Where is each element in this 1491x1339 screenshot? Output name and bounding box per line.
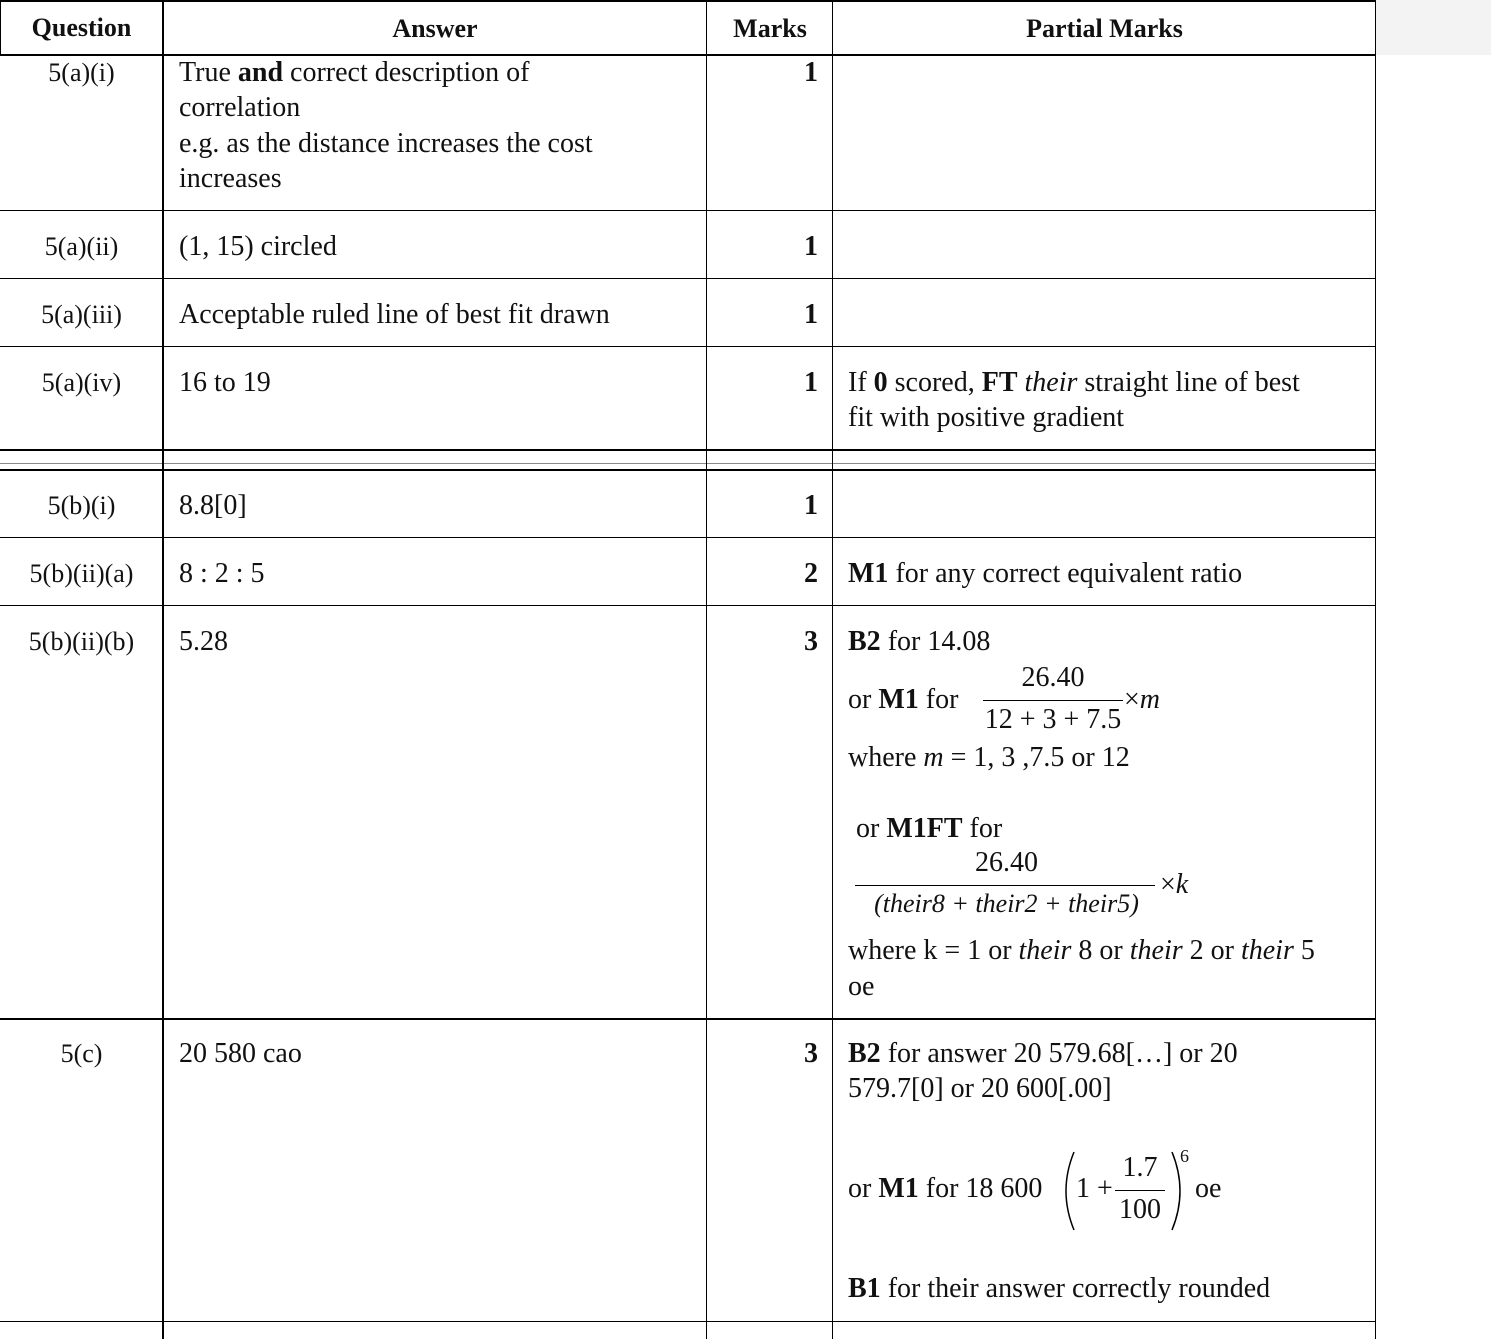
- page-break-line: [0, 463, 1376, 464]
- row-divider: [0, 1018, 1376, 1020]
- question-id: 5(b)(i): [47, 491, 116, 520]
- header-filler: [1376, 0, 1491, 55]
- row-divider: [0, 449, 1376, 451]
- header-marks: Marks: [733, 14, 807, 43]
- answer-text: (1, 15) circled: [179, 231, 337, 262]
- question-id: 5(b)(ii)(b): [28, 627, 135, 656]
- answer-text: 20 580 cao: [179, 1038, 302, 1069]
- partial-marks-text: If 0 scored, FT their straight line of best: [848, 367, 1300, 398]
- partial-marks-text: B2 for 14.08: [848, 626, 991, 657]
- answer-text: 8 : 2 : 5: [179, 558, 265, 589]
- partial-marks-text: or M1FT for: [856, 813, 1003, 844]
- fraction-expression: 26.40 (their8 + their2 + their5): [855, 847, 1158, 927]
- marks-value: 1: [804, 367, 818, 398]
- answer-text: 16 to 19: [179, 367, 271, 398]
- answer-text: 5.28: [179, 626, 228, 657]
- partial-marks-text: where k = 1 or their 8 or their 2 or their 5: [848, 935, 1315, 966]
- partial-marks-text: 579.7[0] or 20 600[.00]: [848, 1073, 1112, 1104]
- row-divider: [0, 210, 1376, 211]
- row-divider: [0, 605, 1376, 606]
- marks-value: 3: [804, 626, 818, 657]
- row-divider: [0, 537, 1376, 538]
- col-rule: [0, 0, 1, 55]
- header-question: Question: [31, 13, 132, 42]
- expression-term: 1 +: [1076, 1173, 1113, 1204]
- fraction-expression: 26.40 12 + 3 + 7.5: [984, 662, 1122, 735]
- partial-marks-text: or M1 for 18 600: [848, 1173, 1043, 1204]
- answer-text: True and correct description of: [179, 57, 530, 88]
- marks-value: 1: [804, 231, 818, 262]
- marks-value: 2: [804, 558, 818, 589]
- col-rule: [706, 0, 707, 1339]
- partial-marks-text: M1 for any correct equivalent ratio: [848, 558, 1243, 589]
- col-rule: [832, 0, 833, 1339]
- times-symbol: ×k: [1160, 869, 1189, 900]
- fraction-expression: 1.7 100: [1113, 1152, 1167, 1232]
- partial-marks-text: oe: [1195, 1173, 1222, 1204]
- header-partial-marks: Partial Marks: [1026, 14, 1183, 43]
- answer-text: correlation: [179, 92, 301, 123]
- question-id: 5(a)(iii): [41, 300, 122, 329]
- partial-marks-text: B1 for their answer correctly rounded: [848, 1273, 1271, 1304]
- question-id: 5(c): [60, 1039, 103, 1068]
- rule-top: [0, 0, 1376, 2]
- col-rule: [1375, 0, 1376, 1339]
- col-rule: [162, 0, 164, 1339]
- answer-text: e.g. as the distance increases the cost: [179, 128, 593, 159]
- row-divider: [0, 278, 1376, 279]
- row-divider: [0, 1321, 1376, 1322]
- question-id: 5(a)(iv): [41, 368, 122, 397]
- partial-marks-text: oe: [848, 971, 875, 1002]
- partial-marks-text: B2 for answer 20 579.68[…] or 20: [848, 1038, 1238, 1069]
- times-symbol: ×m: [1124, 684, 1161, 715]
- question-id: 5(a)(ii): [44, 232, 119, 261]
- exponent: 6: [1180, 1146, 1189, 1166]
- partial-marks-text: or M1 for: [848, 684, 959, 715]
- header-answer: Answer: [392, 14, 478, 43]
- answer-text: increases: [179, 163, 282, 194]
- partial-marks-text: fit with positive gradient: [848, 402, 1125, 433]
- answer-text: 8.8[0]: [179, 490, 247, 521]
- marks-value: 1: [804, 57, 818, 88]
- answer-text: Acceptable ruled line of best fit drawn: [179, 299, 610, 330]
- row-divider: [0, 469, 1376, 471]
- marks-value: 1: [804, 299, 818, 330]
- partial-marks-text: where m = 1, 3 ,7.5 or 12: [848, 742, 1130, 773]
- marks-value: 1: [804, 490, 818, 521]
- row-divider: [0, 346, 1376, 347]
- marks-value: 3: [804, 1038, 818, 1069]
- question-id: 5(b)(ii)(a): [29, 559, 134, 588]
- question-id: 5(a)(i): [48, 58, 115, 87]
